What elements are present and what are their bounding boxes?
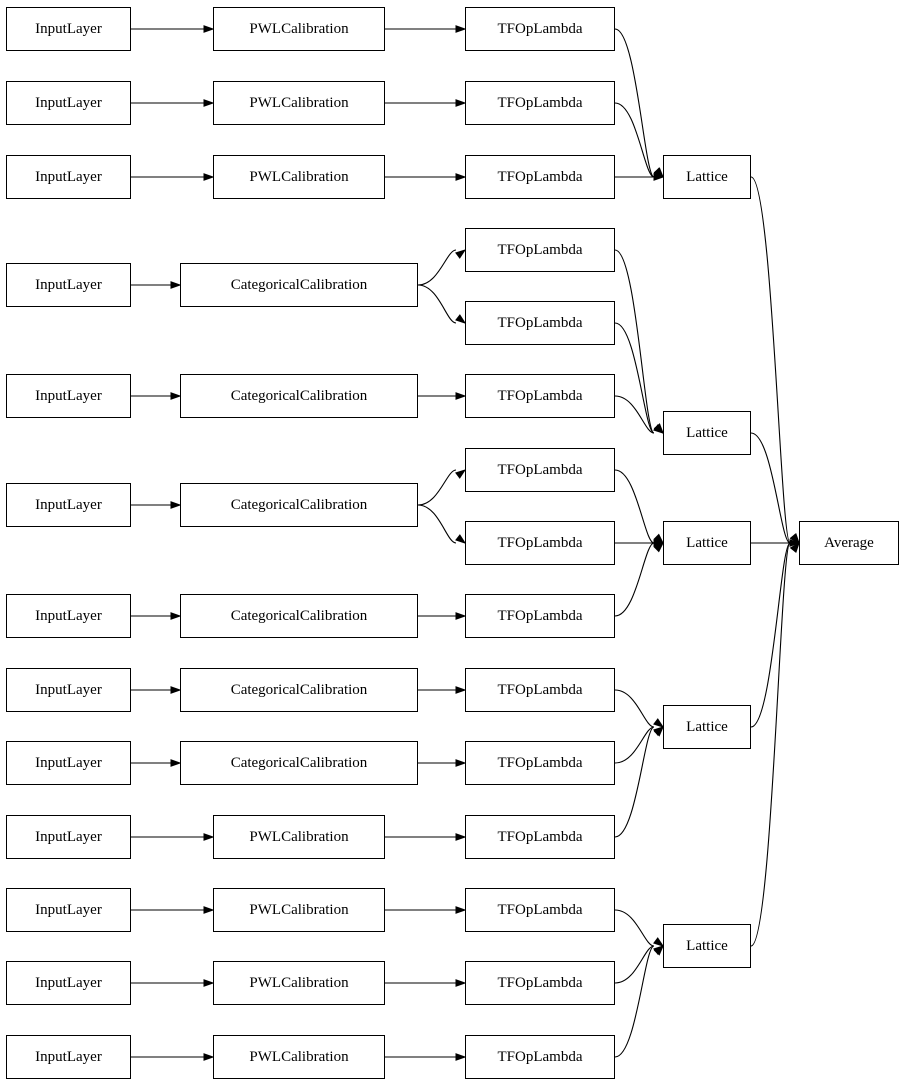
node-label: CategoricalCalibration — [230, 754, 368, 771]
edge-lat3-to-avg — [751, 540, 799, 546]
node-label: InputLayer — [35, 276, 102, 293]
node-label: InputLayer — [35, 387, 102, 404]
node-in3[interactable] — [6, 155, 131, 199]
node-cal7[interactable] — [180, 594, 418, 638]
node-op2[interactable] — [465, 81, 615, 125]
node-in8[interactable] — [6, 668, 131, 712]
node-label: CategoricalCalibration — [230, 607, 368, 624]
node-in9[interactable] — [6, 741, 131, 785]
node-label: TFOpLambda — [497, 314, 583, 331]
node-op8[interactable] — [465, 521, 615, 565]
edge-cal7-to-op9 — [418, 613, 465, 619]
node-cal9[interactable] — [180, 741, 418, 785]
edge-lat2-to-avg — [751, 433, 799, 543]
node-in2[interactable] — [6, 81, 131, 125]
edge-in6-to-cal6 — [131, 502, 180, 508]
node-label: Lattice — [686, 718, 728, 735]
edge-cal6-to-op8 — [418, 505, 465, 543]
node-label: PWLCalibration — [249, 20, 349, 37]
node-cal2[interactable] — [213, 81, 385, 125]
node-op12[interactable] — [465, 815, 615, 859]
node-op10[interactable] — [465, 668, 615, 712]
node-cal1[interactable] — [213, 7, 385, 51]
edge-in11-to-cal11 — [131, 907, 213, 913]
edge-cal2-to-op2 — [385, 100, 465, 106]
node-in12[interactable] — [6, 961, 131, 1005]
node-label: CategoricalCalibration — [230, 681, 368, 698]
node-op4[interactable] — [465, 228, 615, 272]
node-label: InputLayer — [35, 94, 102, 111]
node-op13[interactable] — [465, 888, 615, 932]
node-in5[interactable] — [6, 374, 131, 418]
node-cal13[interactable] — [213, 1035, 385, 1079]
node-label: TFOpLambda — [497, 387, 583, 404]
edge-cal6-to-op7 — [418, 470, 465, 505]
node-label: Lattice — [686, 424, 728, 441]
node-op15[interactable] — [465, 1035, 615, 1079]
node-label: PWLCalibration — [249, 974, 349, 991]
edge-in12-to-cal12 — [131, 980, 213, 986]
node-label: TFOpLambda — [497, 607, 583, 624]
edge-cal4-to-op4 — [418, 250, 465, 285]
node-label: CategoricalCalibration — [230, 496, 368, 513]
node-lat4[interactable] — [663, 705, 751, 749]
node-label: InputLayer — [35, 828, 102, 845]
node-label: TFOpLambda — [497, 20, 583, 37]
edge-cal11-to-op13 — [385, 907, 465, 913]
node-in7[interactable] — [6, 594, 131, 638]
node-label: InputLayer — [35, 1048, 102, 1065]
node-label: Lattice — [686, 168, 728, 185]
edge-in13-to-cal13 — [131, 1054, 213, 1060]
edge-cal9-to-op11 — [418, 760, 465, 766]
edge-op12-to-lat4 — [615, 727, 663, 837]
node-label: TFOpLambda — [497, 681, 583, 698]
node-label: Average — [824, 534, 874, 551]
node-label: Lattice — [686, 534, 728, 551]
node-label: TFOpLambda — [497, 534, 583, 551]
node-label: InputLayer — [35, 168, 102, 185]
node-cal11[interactable] — [213, 888, 385, 932]
edge-cal1-to-op1 — [385, 26, 465, 32]
node-label: TFOpLambda — [497, 241, 583, 258]
edge-cal12-to-op14 — [385, 980, 465, 986]
node-label: Lattice — [686, 937, 728, 954]
node-lat1[interactable] — [663, 155, 751, 199]
edge-op14-to-lat5 — [615, 946, 663, 983]
node-label: CategoricalCalibration — [230, 387, 368, 404]
node-label: TFOpLambda — [497, 461, 583, 478]
node-op11[interactable] — [465, 741, 615, 785]
node-cal4[interactable] — [180, 263, 418, 307]
node-label: CategoricalCalibration — [230, 276, 368, 293]
node-label: PWLCalibration — [249, 94, 349, 111]
node-cal5[interactable] — [180, 374, 418, 418]
node-label: TFOpLambda — [497, 1048, 583, 1065]
node-cal10[interactable] — [213, 815, 385, 859]
edge-op7-to-lat3 — [615, 470, 663, 543]
node-label: TFOpLambda — [497, 828, 583, 845]
edge-cal5-to-op6 — [418, 393, 465, 399]
node-label: InputLayer — [35, 974, 102, 991]
node-label: InputLayer — [35, 20, 102, 37]
edge-cal3-to-op3 — [385, 174, 465, 180]
node-in6[interactable] — [6, 483, 131, 527]
node-lat2[interactable] — [663, 411, 751, 455]
edge-op9-to-lat3 — [615, 543, 663, 616]
edge-op1-to-lat1 — [615, 29, 663, 177]
edge-in8-to-cal8 — [131, 687, 180, 693]
node-cal8[interactable] — [180, 668, 418, 712]
edge-op8-to-lat3 — [615, 540, 663, 546]
node-label: InputLayer — [35, 607, 102, 624]
edge-op15-to-lat5 — [615, 946, 663, 1057]
edge-cal10-to-op12 — [385, 834, 465, 840]
edge-cal4-to-op5 — [418, 285, 465, 323]
edge-op2-to-lat1 — [615, 103, 663, 177]
edge-in5-to-cal5 — [131, 393, 180, 399]
node-in13[interactable] — [6, 1035, 131, 1079]
node-label: InputLayer — [35, 901, 102, 918]
node-op6[interactable] — [465, 374, 615, 418]
edge-cal8-to-op10 — [418, 687, 465, 693]
edge-in10-to-cal10 — [131, 834, 213, 840]
edge-in7-to-cal7 — [131, 613, 180, 619]
edge-cal13-to-op15 — [385, 1054, 465, 1060]
node-cal6[interactable] — [180, 483, 418, 527]
node-op1[interactable] — [465, 7, 615, 51]
edge-lat1-to-avg — [751, 177, 799, 543]
node-cal3[interactable] — [213, 155, 385, 199]
node-in11[interactable] — [6, 888, 131, 932]
edge-op5-to-lat2 — [615, 323, 663, 433]
node-label: PWLCalibration — [249, 828, 349, 845]
edge-op11-to-lat4 — [615, 727, 663, 763]
node-lat3[interactable] — [663, 521, 751, 565]
node-op9[interactable] — [465, 594, 615, 638]
edge-in2-to-cal2 — [131, 100, 213, 106]
node-avg[interactable] — [799, 521, 899, 565]
edge-in1-to-cal1 — [131, 26, 213, 32]
node-op7[interactable] — [465, 448, 615, 492]
node-lat5[interactable] — [663, 924, 751, 968]
node-op5[interactable] — [465, 301, 615, 345]
node-in4[interactable] — [6, 263, 131, 307]
edge-in9-to-cal9 — [131, 760, 180, 766]
edge-op4-to-lat2 — [615, 250, 663, 433]
node-label: TFOpLambda — [497, 754, 583, 771]
node-in1[interactable] — [6, 7, 131, 51]
node-label: InputLayer — [35, 496, 102, 513]
edge-in4-to-cal4 — [131, 282, 180, 288]
node-label: PWLCalibration — [249, 168, 349, 185]
edge-op6-to-lat2 — [615, 396, 663, 433]
edge-op3-to-lat1 — [615, 174, 663, 180]
node-cal12[interactable] — [213, 961, 385, 1005]
node-label: TFOpLambda — [497, 974, 583, 991]
edge-lat5-to-avg — [751, 543, 799, 946]
edge-lat4-to-avg — [751, 543, 799, 727]
node-label: TFOpLambda — [497, 901, 583, 918]
edge-op13-to-lat5 — [615, 910, 663, 946]
edge-in3-to-cal3 — [131, 174, 213, 180]
node-label: InputLayer — [35, 754, 102, 771]
node-label: TFOpLambda — [497, 94, 583, 111]
edge-op10-to-lat4 — [615, 690, 663, 727]
node-label: TFOpLambda — [497, 168, 583, 185]
node-label: PWLCalibration — [249, 1048, 349, 1065]
node-op14[interactable] — [465, 961, 615, 1005]
node-label: PWLCalibration — [249, 901, 349, 918]
node-in10[interactable] — [6, 815, 131, 859]
node-label: InputLayer — [35, 681, 102, 698]
node-op3[interactable] — [465, 155, 615, 199]
